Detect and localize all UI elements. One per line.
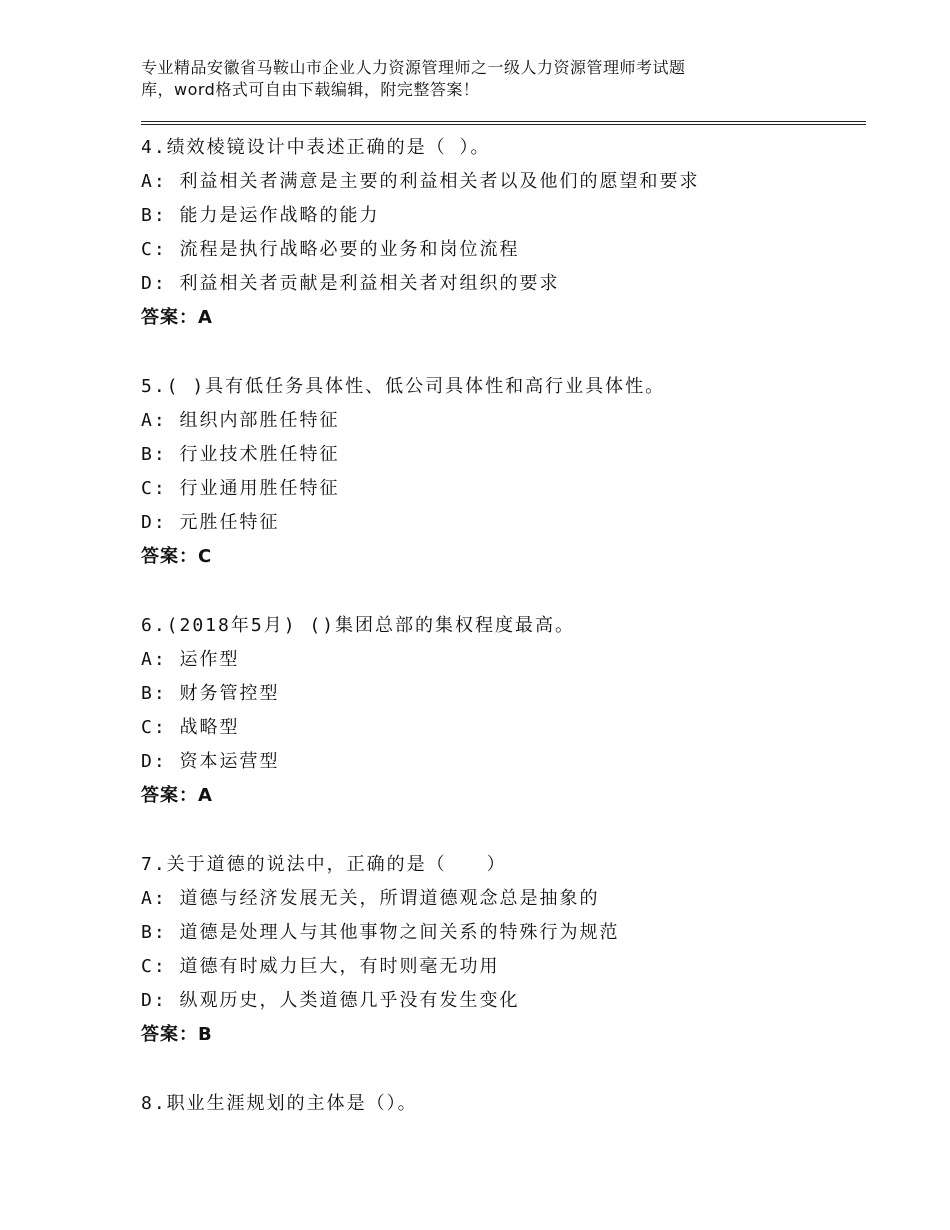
question-8 [141,1087,861,1121]
question-stem: 5.( )具有低任务具体性、低公司具体性和高行业具体性。 [141,376,666,397]
question-stem: 7.关于道德的说法中，正确的是（ ） [141,854,507,875]
option-b: B: 行业技术胜任特征 [141,444,340,465]
option-d: D: 纵观历史，人类道德几乎没有发生变化 [141,990,520,1011]
option-d: D: 利益相关者贡献是利益相关者对组织的要求 [141,273,560,294]
header-title-line-2: 库，word格式可自由下载编辑，附完整答案！ [141,80,480,99]
question-list [141,131,861,1156]
question-7 [141,848,861,1052]
header-divider-thick [141,124,866,125]
answer-label: 答案：A [141,785,213,806]
option-d: D: 资本运营型 [141,751,280,772]
question-stem: 4.绩效棱镜设计中表述正确的是（ ）。 [141,137,491,158]
question-stem: 6.(2018年5月) ()集团总部的集权程度最高。 [141,615,576,636]
option-b: B: 能力是运作战略的能力 [141,205,380,226]
option-d: D: 元胜任特征 [141,512,280,533]
option-a: A: 道德与经济发展无关，所谓道德观念总是抽象的 [141,888,600,909]
question-6 [141,609,861,813]
option-a: A: 组织内部胜任特征 [141,410,340,431]
option-c: C: 流程是执行战略必要的业务和岗位流程 [141,239,520,260]
header-title-line-1: 专业精品安徽省马鞍山市企业人力资源管理师之一级人力资源管理师考试题 [141,58,686,77]
question-5 [141,370,861,574]
option-c: C: 道德有时威力巨大，有时则毫无功用 [141,956,500,977]
question-stem: 8.职业生涯规划的主体是（）。 [141,1093,418,1114]
option-b: B: 道德是处理人与其他事物之间关系的特殊行为规范 [141,922,620,943]
option-a: A: 运作型 [141,649,240,670]
option-b: B: 财务管控型 [141,683,280,704]
answer-label: 答案：B [141,1024,213,1045]
option-a: A: 利益相关者满意是主要的利益相关者以及他们的愿望和要求 [141,171,700,192]
option-c: C: 战略型 [141,717,240,738]
document-header [141,57,781,101]
option-c: C: 行业通用胜任特征 [141,478,340,499]
header-divider-thin [141,121,866,122]
question-4 [141,131,861,335]
answer-label: 答案：C [141,546,213,567]
answer-label: 答案：A [141,307,213,328]
